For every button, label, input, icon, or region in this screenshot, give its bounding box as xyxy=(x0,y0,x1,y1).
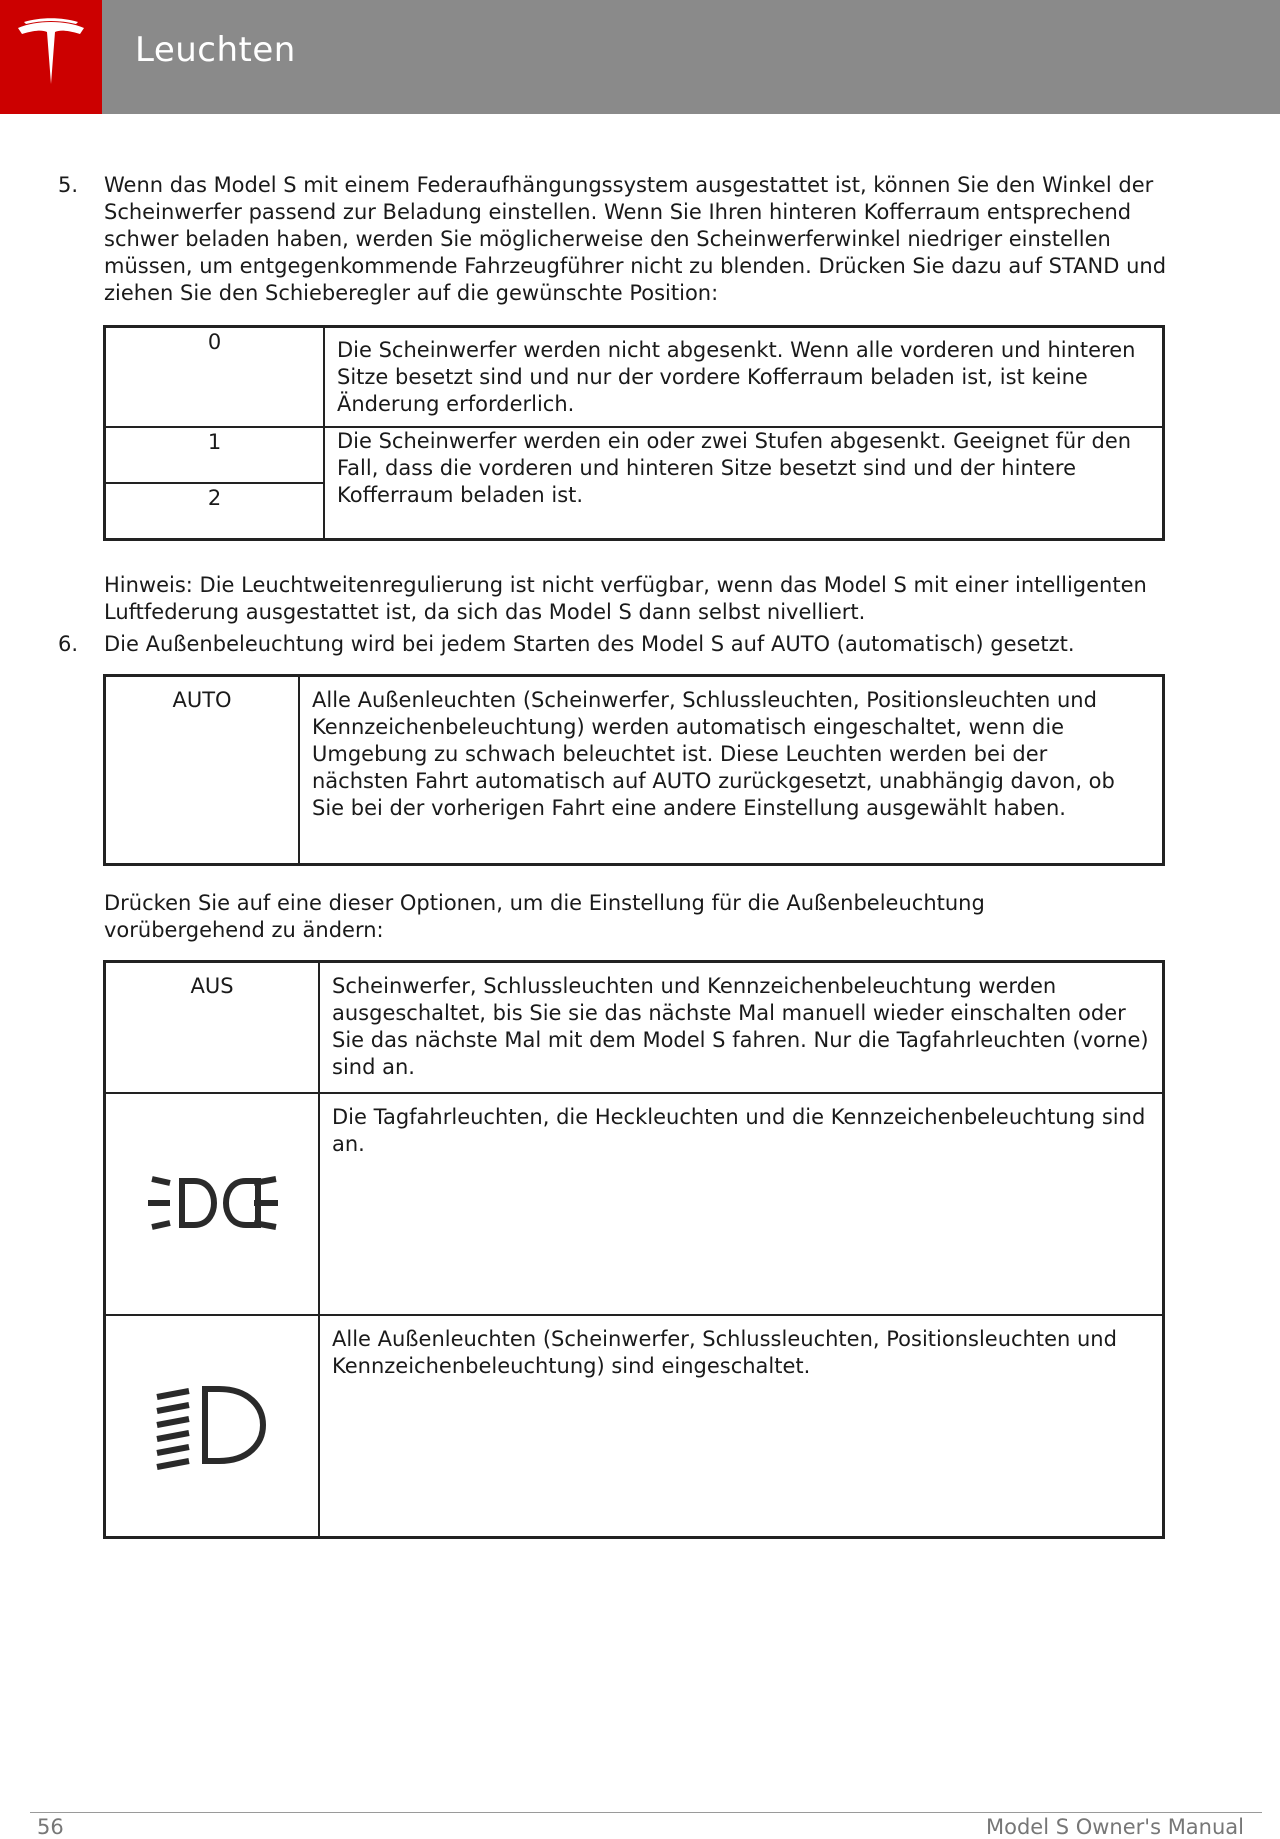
auto-label: AUTO xyxy=(105,676,300,865)
aus-desc: Scheinwerfer, Schlussleuchten und Kennzeichenbeleuchtung werden ausgeschaltet, bis Sie sie das nächste Mal manuell wieder einschalten oder Sie das nächste Mal mit dem Model S fahren. Nur die Tagfahrleuchten (vorne) sind an. xyxy=(319,962,1164,1094)
parking-lights-icon xyxy=(142,1163,282,1243)
manual-name: Model S Owner's Manual xyxy=(986,1815,1244,1839)
levelling-table xyxy=(103,325,1165,541)
low-beam-cell xyxy=(105,1315,320,1538)
low-beam-desc: Alle Außenleuchten (Scheinwerfer, Schlussleuchten, Positionsleuchten und Kennzeichenbeleuchtung) sind eingeschaltet. xyxy=(319,1315,1164,1538)
note-paragraph: Hinweis: Die Leuchtweitenregulierung ist nicht verfügbar, wenn das Model S mit einer intelligenten Luftfederung ausgestattet ist, da sich das Model S dann selbst nivelliert. xyxy=(104,573,1147,624)
page-header xyxy=(0,0,1280,114)
level-0-desc: Die Scheinwerfer werden nicht abgesenkt. Wenn alle vorderen und hinteren Sitze besetzt sind und nur der vordere Kofferraum beladen ist, ist keine Änderung erforderlich. xyxy=(324,327,1164,428)
options-table xyxy=(103,960,1165,1539)
parking-lights-cell xyxy=(105,1093,320,1315)
aus-label: AUS xyxy=(105,962,320,1094)
table-row xyxy=(105,1315,1164,1538)
parking-lights-desc: Die Tagfahrleuchten, die Heckleuchten und die Kennzeichenbeleuchtung sind an. xyxy=(319,1093,1164,1315)
step-text: Wenn das Model S mit einem Federaufhängungssystem ausgestattet ist, können Sie den Winkel der Scheinwerfer passend zur Beladung einstellen. Wenn Sie Ihren hinteren Kofferraum entsprechend schwer beladen haben, werden Sie möglicherweise den Scheinwerferwinkel niedriger einstellen müssen, um entgegenkommende Fahrzeugführer nicht zu blenden. Drücken Sie dazu auf STAND und ziehen Sie den Schieberegler auf die gewünschte Position: xyxy=(104,173,1167,305)
table-row xyxy=(105,327,1164,428)
step-number: 5. xyxy=(58,173,79,197)
step-text: Die Außenbeleuchtung wird bei jedem Starten des Model S auf AUTO (automatisch) gesetzt. xyxy=(104,632,1075,656)
auto-table xyxy=(103,674,1165,866)
options-intro: Drücken Sie auf eine dieser Optionen, um die Einstellung für die Außenbeleuchtung vorübergehend zu ändern: xyxy=(104,891,985,942)
page-title: Leuchten xyxy=(135,30,296,70)
level-1-label: 1 xyxy=(105,427,325,483)
footer-rule xyxy=(30,1812,1262,1813)
step-number: 6. xyxy=(58,632,79,656)
page-number: 56 xyxy=(37,1815,64,1839)
low-beam-headlight-icon xyxy=(147,1377,277,1477)
table-row xyxy=(105,1093,1164,1315)
table-row xyxy=(105,962,1164,1094)
tesla-logo-icon xyxy=(14,18,88,90)
table-row xyxy=(105,427,1164,483)
logo-box xyxy=(0,0,102,114)
level-1-2-desc: Die Scheinwerfer werden ein oder zwei Stufen abgesenkt. Geeignet für den Fall, dass die vorderen und hinteren Sitze besetzt sind und der hintere Kofferraum beladen ist. xyxy=(324,427,1164,540)
auto-desc: Alle Außenleuchten (Scheinwerfer, Schlussleuchten, Positionsleuchten und Kennzeichenbeleuchtung) werden automatisch eingeschaltet, wenn die Umgebung zu schwach beleuchtet ist. Diese Leuchten werden bei der nächsten Fahrt automatisch auf AUTO zurückgesetzt, unabhängig davon, ob Sie bei der vorherigen Fahrt eine andere Einstellung ausgewählt haben. xyxy=(299,676,1164,865)
level-0-label: 0 xyxy=(105,327,325,428)
table-row xyxy=(105,676,1164,865)
level-2-label: 2 xyxy=(105,483,325,540)
